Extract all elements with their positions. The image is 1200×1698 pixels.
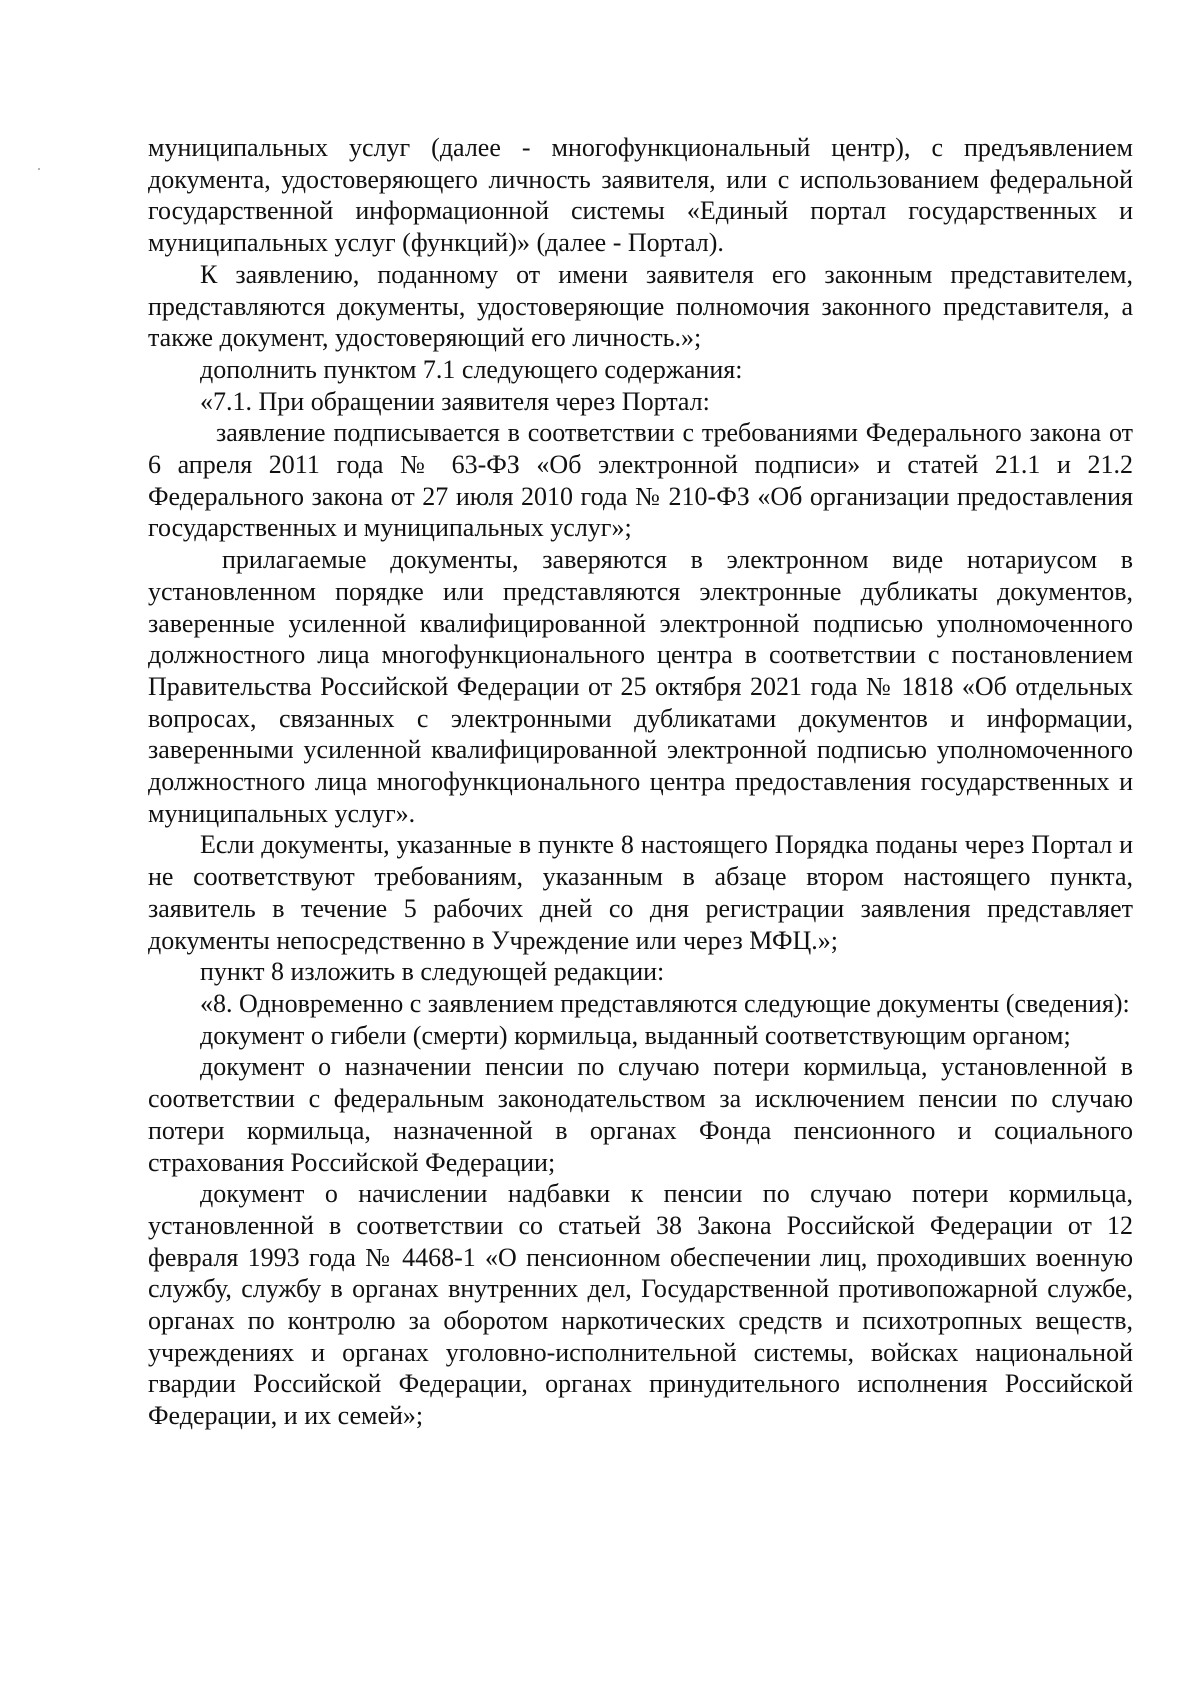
paragraph-8-heading: «8. Одновременно с заявлением представляются следующие документы (сведения): [200, 988, 1130, 1018]
paragraph-documents-nonconformity: Если документы, указанные в пункте 8 настоящего Порядка поданы через Портал и не соответствуют требованиям, указанным в абзаце втором настоящего пункта, заявитель в течение 5 рабочих дней со дня регистрации заявления представляет документы непосредственно в Учреждение или через МФЦ.»; [148, 830, 1133, 955]
document-body [148, 132, 1133, 1432]
paragraph-pension-document: документ о назначении пенсии по случаю потери кормильца, установленной в соответствии с федеральным законодательством за исключением пенсии по случаю потери кормильца, назначенной в органах Фонда пенсионного и социального страхования Российской Федерации; [148, 1052, 1133, 1177]
paragraph-attached-documents: прилагаемые документы, заверяются в электронном виде нотариусом в установленном порядке или представляются электронные дубликаты документов, заверенные усиленной квалифицированной электронной подписью уполномоченного должностного лица многофункционального центра в соответствии с постановлением Правительства Российской Федерации от 25 октября 2021 года № 1818 «Об отдельных вопросах, связанных с электронными дубликатами документов и информации, заверенными усиленной квалифицированной электронной подписью уполномоченного должностного лица многофункционального центра предоставления государственных и муниципальных услуг». [148, 545, 1133, 828]
paragraph-pension-supplement-document: документ о начислении надбавки к пенсии по случаю потери кормильца, установленной в соответствии со статьей 38 Закона Российской Федерации от 12 февраля 1993 года № 4468-1 «О пенсионном обеспечении лиц, проходивших военную службу, службу в органах внутренних дел, Государственной противопожарной службе, органах по контролю за оборотом наркотических средств и психотропных веществ, учреждениях и органах уголовно-исполнительной системы, войсках национальной гвардии Российской Федерации, органах принудительного исполнения Российской Федерации, и их семей»; [148, 1179, 1133, 1431]
paragraph-amendment-8: пункт 8 изложить в следующей редакции: [200, 957, 665, 987]
paragraph-legal-representative: К заявлению, поданному от имени заявителя его законным представителем, представляются документы, удостоверяющие полномочия законного представителя, а также документ, удостоверяющий его личность.»; [148, 259, 1133, 353]
scan-artifact [38, 168, 40, 170]
paragraph-death-document: документ о гибели (смерти) кормильца, выданный соответствующим органом; [200, 1020, 1071, 1050]
paragraph-continuation: муниципальных услуг (далее - многофункциональный центр), с предъявлением документа, удостоверяющего личность заявителя, или с использованием федеральной государственной информационной системы «Единый портал государственных и муниципальных услуг (функций)» (далее - Портал). [148, 133, 1133, 258]
paragraph-amendment-7-1: дополнить пунктом 7.1 следующего содержания: [200, 354, 743, 384]
paragraph-7-1-heading: «7.1. При обращении заявителя через Портал: [200, 386, 710, 416]
paragraph-signature-requirements: заявление подписывается в соответствии с требованиями Федерального закона от 6 апреля 2011 года № 63-ФЗ «Об электронной подписи» и статей 21.1 и 21.2 Федерального закона от 27 июля 2010 года № 210-ФЗ «Об организации предоставления государственных и муниципальных услуг»; [148, 418, 1133, 543]
